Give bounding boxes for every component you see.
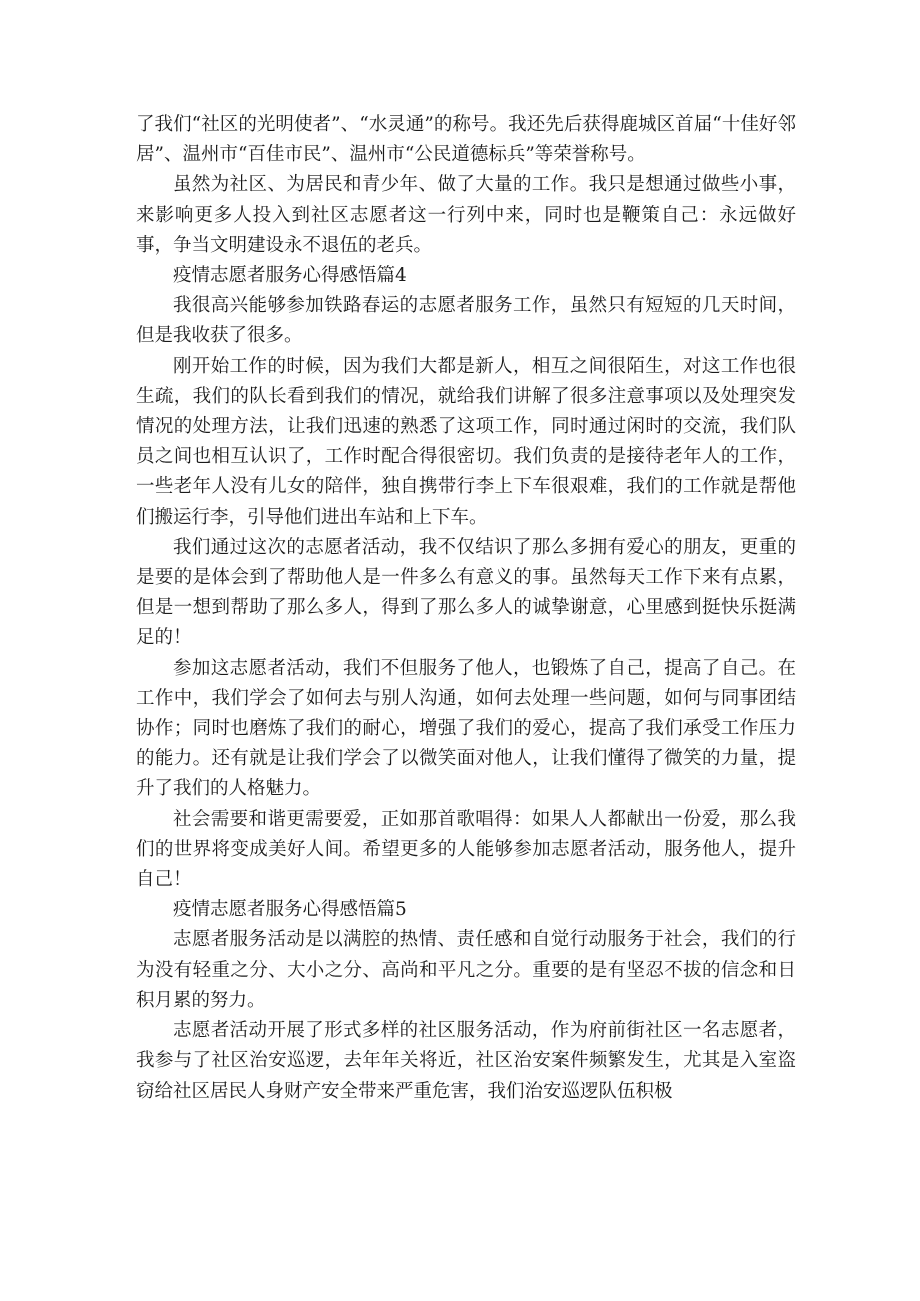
document-body: [136, 110, 796, 1107]
paragraph: 我们通过这次的志愿者活动，我不仅结识了那么多拥有爱心的朋友，更重的是要的是体会到了帮助他人是一件多么有意义的事。虽然每天工作下来有点累，但是一想到帮助了那么多人，得到了那么多人的诚挚谢意，心里感到挺快乐挺满足的！: [136, 536, 796, 649]
paragraph: 我很高兴能够参加铁路春运的志愿者服务工作，虽然只有短短的几天时间，但是我收获了很多。: [136, 295, 796, 347]
section-heading-5: 疫情志愿者服务心得感悟篇5: [173, 899, 407, 921]
paragraph: 志愿者服务活动是以满腔的热情、责任感和自觉行动服务于社会，我们的行为没有轻重之分、大小之分、高尚和平凡之分。重要的是有坚忍不拔的信念和日积月累的努力。: [136, 929, 796, 1011]
paragraph: 志愿者活动开展了形式多样的社区服务活动，作为府前街社区一名志愿者，我参与了社区治安巡逻，去年年关将近，社区治安案件频繁发生，尤其是入室盗窃给社区居民人身财产安全带来严重危害，我们治安巡逻队伍积极: [136, 1020, 796, 1102]
paragraph: 参加这志愿者活动，我们不但服务了他人，也锻炼了自己，提高了自己。在工作中，我们学会了如何去与别人沟通，如何去处理一些问题，如何与同事团结协作；同时也磨炼了我们的耐心，增强了我们的爱心，提高了我们承受工作压力的能力。还有就是让我们学会了以微笑面对他人，让我们懂得了微笑的力量，提升了我们的人格魅力。: [136, 657, 796, 800]
paragraph: 虽然为社区、为居民和青少年、做了大量的工作。我只是想通过做些小事，来影响更多人投入到社区志愿者这一行列中来，同时也是鞭策自己：永远做好事，争当文明建设永不退伍的老兵。: [136, 174, 796, 256]
paragraph: 社会需要和谐更需要爱，正如那首歌唱得：如果人人都献出一份爱，那么我们的世界将变成美好人间。希望更多的人能够参加志愿者活动，服务他人，提升自己！: [136, 808, 796, 891]
section-heading-4: 疫情志愿者服务心得感悟篇4: [173, 265, 407, 287]
paragraph: 刚开始工作的时候，因为我们大都是新人，相互之间很陌生，对这工作也很生疏，我们的队长看到我们的情况，就给我们讲解了很多注意事项以及处理突发情况的处理方法，让我们迅速的熟悉了这项工作，同时通过闲时的交流，我们队员之间也相互认识了，工作时配合得很密切。我们负责的是接待老年人的工作，一些老年人没有儿女的陪伴，独自携带行李上下车很艰难，我们的工作就是帮他们搬运行李，引导他们进出车站和上下车。: [136, 355, 796, 528]
paragraph-continuation: 了我们“社区的光明使者”、“水灵通”的称号。我还先后获得鹿城区首届“十佳好邻居”、温州市“百佳市民”、温州市“公民道德标兵”等荣誉称号。: [136, 114, 796, 166]
